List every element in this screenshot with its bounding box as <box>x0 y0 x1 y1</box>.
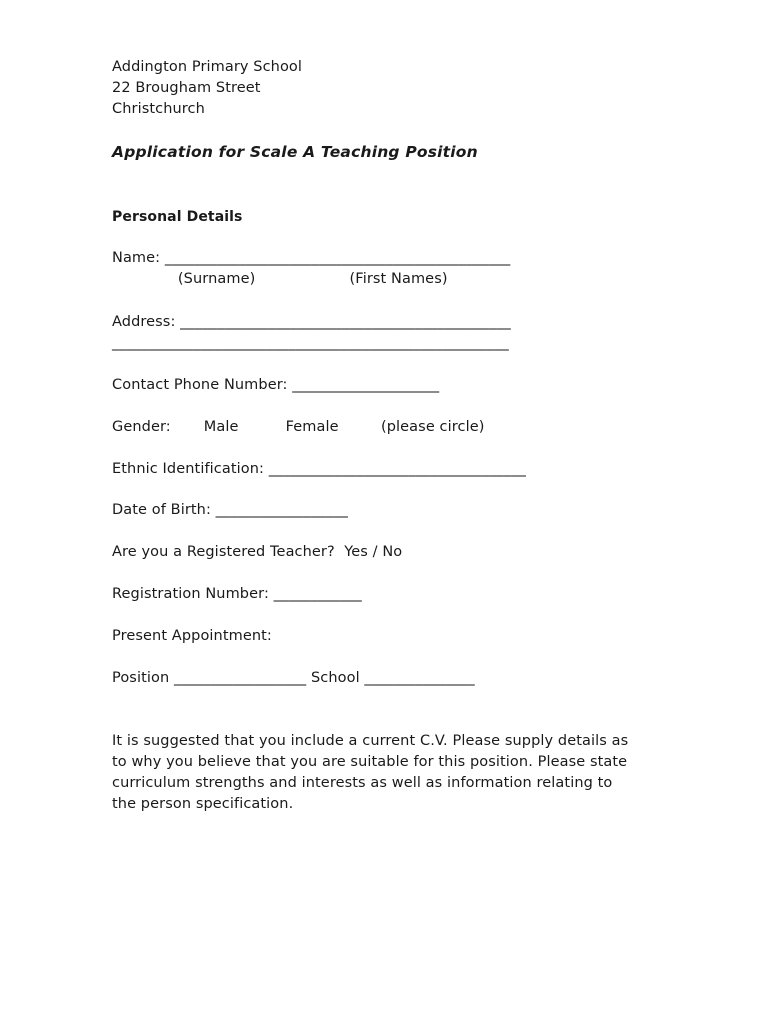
present-appointment-label: Present Appointment: <box>112 628 272 644</box>
address-field-line-2: ______________________________________________________ <box>112 335 509 351</box>
school-city: Christchurch <box>112 101 205 117</box>
gender-field: Gender: Male Female (please circle) <box>112 419 485 435</box>
application-form-page <box>112 0 672 1024</box>
registration-number-field: Registration Number: ____________ <box>112 586 362 602</box>
section-heading-personal-details: Personal Details <box>112 209 243 225</box>
cv-instructions-paragraph: It is suggested that you include a current C.V. Please supply details as to why you believe that you are suitable for this position. Please state curriculum strengths and interests as well as information relating to the person specification. <box>112 733 629 812</box>
school-name: Addington Primary School <box>112 59 303 75</box>
form-title: Application for Scale A Teaching Position <box>112 143 478 161</box>
address-field-line-1: Address: _____________________________________________ <box>112 314 511 330</box>
position-school-field: Position __________________ School _______________ <box>112 670 475 686</box>
school-street: 22 Brougham Street <box>112 80 261 96</box>
name-field-hints: (Surname) (First Names) <box>112 271 448 287</box>
name-field: Name: _______________________________________________ <box>112 250 511 266</box>
ethnic-identification-field: Ethnic Identification: ___________________________________ <box>112 461 526 477</box>
registered-teacher-question: Are you a Registered Teacher? Yes / No <box>112 544 403 560</box>
contact-phone-field: Contact Phone Number: ____________________ <box>112 377 440 393</box>
date-of-birth-field: Date of Birth: __________________ <box>112 502 348 518</box>
